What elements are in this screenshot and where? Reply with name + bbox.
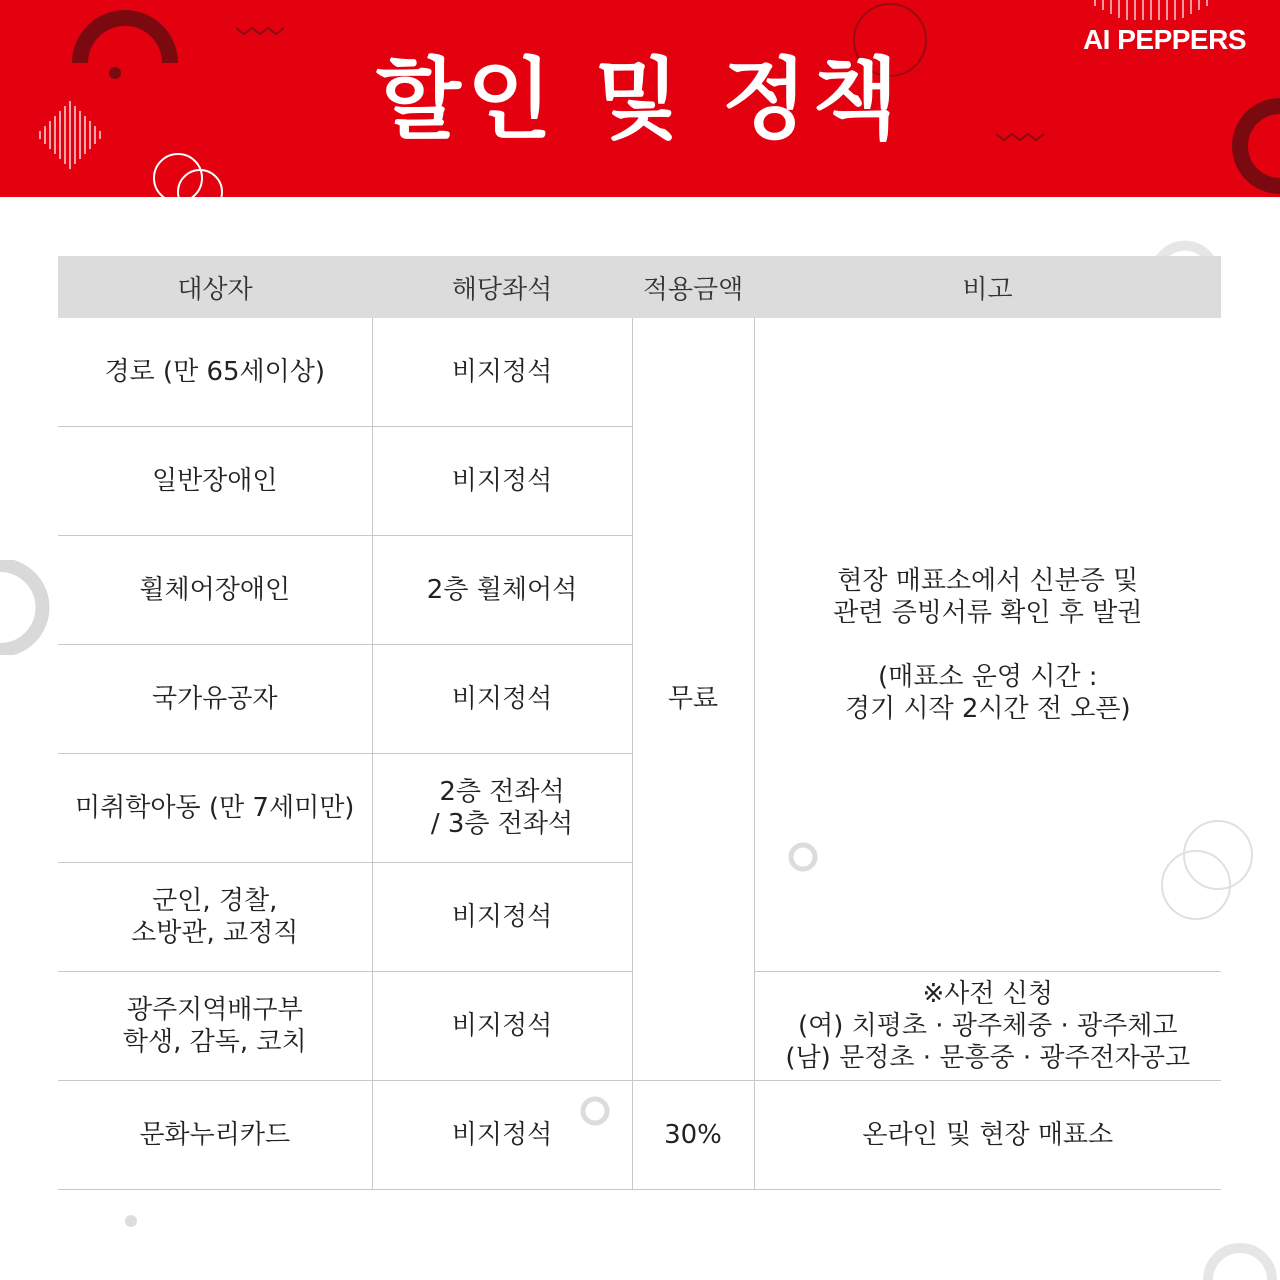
amount-cell-free: 무료 — [632, 318, 754, 1081]
table-row — [58, 318, 1221, 427]
target-cell: 국가유공자 — [58, 645, 372, 754]
seat-cell: 비지정석 — [372, 863, 632, 972]
amount-cell-culture: 30% — [632, 1081, 754, 1190]
target-cell: 일반장애인 — [58, 427, 372, 536]
seat-cell: 2층 전좌석 / 3층 전좌석 — [372, 754, 632, 863]
decorative-ring — [1200, 1242, 1280, 1280]
column-header-target: 대상자 — [58, 256, 372, 318]
seat-cell: 비지정석 — [372, 645, 632, 754]
seat-cell: 비지정석 — [372, 972, 632, 1081]
note-cell-general: 현장 매표소에서 신분증 및 관련 증빙서류 확인 후 발권 (매표소 운영 시간 : 경기 시작 2시간 전 오픈) — [754, 318, 1221, 972]
seat-cell: 비지정석 — [372, 318, 632, 427]
decorative-stripes — [1090, 0, 1220, 22]
decorative-zigzag — [236, 24, 286, 38]
target-cell: 휠체어장애인 — [58, 536, 372, 645]
table-row — [58, 1081, 1221, 1190]
seat-cell: 비지정석 — [372, 427, 632, 536]
target-cell: 경로 (만 65세이상) — [58, 318, 372, 427]
column-header-seat: 해당좌석 — [372, 256, 632, 318]
column-header-note: 비고 — [754, 256, 1221, 318]
decorative-dot — [124, 1214, 138, 1228]
seat-cell: 2층 휠체어석 — [372, 536, 632, 645]
column-header-amount: 적용금액 — [632, 256, 754, 318]
target-cell: 광주지역배구부 학생, 감독, 코치 — [58, 972, 372, 1081]
brand-logo: AI PEPPERS — [1082, 24, 1246, 55]
page-title: 할인 및 정책 — [375, 48, 905, 151]
note-cell-culture: 온라인 및 현장 매표소 — [754, 1081, 1221, 1190]
target-cell: 문화누리카드 — [58, 1081, 372, 1190]
table-header-row — [58, 256, 1221, 318]
discount-policy-table — [58, 256, 1221, 1190]
target-cell: 미취학아동 (만 7세미만) — [58, 754, 372, 863]
target-cell: 군인, 경찰, 소방관, 교정직 — [58, 863, 372, 972]
decorative-ring — [0, 560, 50, 655]
seat-cell: 비지정석 — [372, 1081, 632, 1190]
header-banner — [0, 0, 1280, 197]
note-cell-student: ※사전 신청 (여) 치평초 · 광주체중 · 광주체고 (남) 문정초 · 문흥중 · 광주전자공고 — [754, 972, 1221, 1081]
